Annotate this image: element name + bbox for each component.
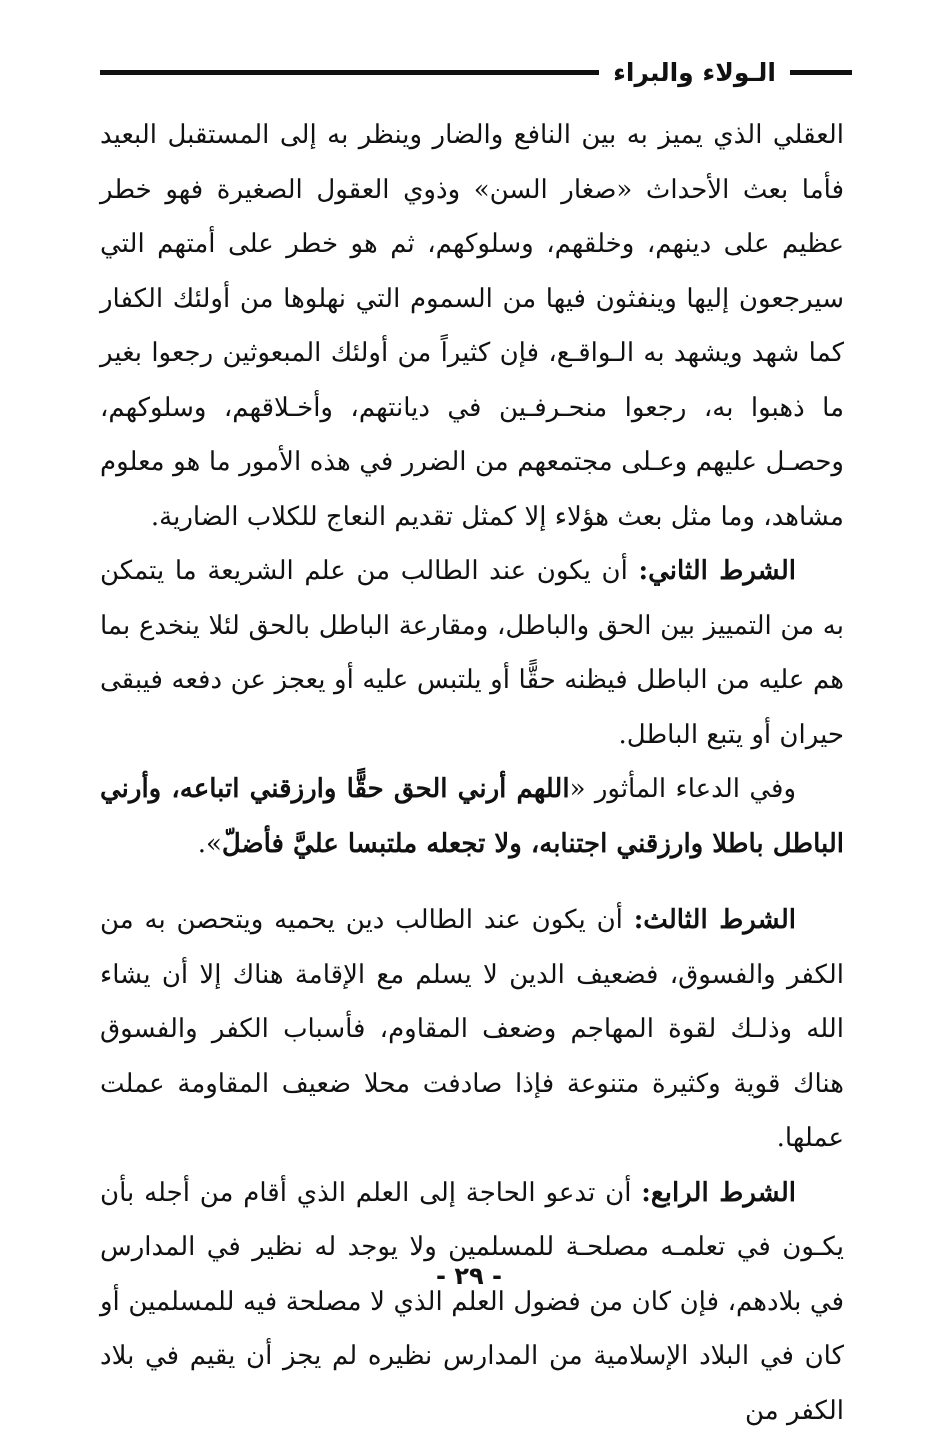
dua-text: اللهم أرني الحق حقًّا وارزقني اتباعه، وأرني الباطل باطلا وارزقني اجتنابه، ولا تجعله ملتبسا عليَّ فأضلّ (100, 774, 844, 859)
dua-outro: ». (198, 829, 222, 859)
page-number: - ٢٩ - (0, 1262, 938, 1290)
paragraph-continuation (100, 108, 844, 544)
page-body (100, 108, 844, 1438)
header-rule-short (790, 70, 852, 75)
paragraph-text: أن يكون عند الطالب من علم الشريعة ما يتمكن به من التمييز بين الحق والباطل، ومقارعة الباطل بالحق لئلا ينخدع بما هم عليه من الباطل فيظنه حقًّا أو يلتبس عليه أو يعجز عن دفعه فيبقى حيران أو يتبع الباطل. (100, 556, 844, 750)
running-header-title: الـولاء والبراء (599, 58, 790, 87)
condition-heading: الشرط الثالث: (634, 905, 796, 935)
paragraph-condition-two (100, 544, 844, 762)
condition-heading: الشرط الرابع: (641, 1178, 796, 1208)
paragraph-text: أن يكون عند الطالب دين يحميه ويتحصن به من الكفر والفسوق، فضعيف الدين لا يسلم مع الإقامة هناك إلا أن يشاء الله وذلـك لقوة المهاجم وضعف المقاوم، فأسباب الكفر والفسوق هناك قوية وكثيرة متنوعة فإذا صادفت محلا ضعيف المقاومة عملت عملها. (100, 905, 844, 1153)
paragraph-condition-three (100, 893, 844, 1166)
dua-intro: وفي الدعاء المأثور « (570, 774, 796, 804)
header-rule-long (100, 70, 599, 75)
paragraph-text: العقلي الذي يميز به بين النافع والضار وينظر به إلى المستقبل البعيد فأما بعث الأحداث «صغار السن» وذوي العقول الصغيرة فهو خطر عظيم على دينهم، وخلقهم، وسلوكهم، ثم هو خطر على أمتهم التي سيرجعون إليها وينفثون فيها من السموم التي نهلوها من أولئك الكفار كما شهد ويشهد به الـواقـع، فإن كثيراً من أولئك المبعوثين رجعوا بغير ما ذهبوا به، رجعوا منحـرفـين في ديانتهم، وأخـلاقهم، وسلوكهم، وحصـل عليهم وعـلى مجتمعهم من الضرر في هذه الأمور ما هو معلوم مشاهد، وما مثل بعث هؤلاء إلا كمثل تقديم النعاج للكلاب الضارية. (100, 120, 844, 532)
paragraph-text: أن تدعو الحاجة إلى العلم الذي أقام من أجله بأن يكـون في تعلمـه مصلحـة للمسلمين ولا يوجد له نظير في المدارس في بلادهم، فإن كان من فضول العلم الذي لا مصلحة فيه للمسلمين أو كان في البلاد الإسلامية من المدارس نظيره لم يجز أن يقيم في بلاد الكفر من (100, 1178, 844, 1426)
paragraph-dua (100, 762, 844, 871)
running-header (100, 52, 852, 92)
condition-heading: الشرط الثاني: (638, 556, 796, 586)
paragraph-condition-four (100, 1166, 844, 1438)
